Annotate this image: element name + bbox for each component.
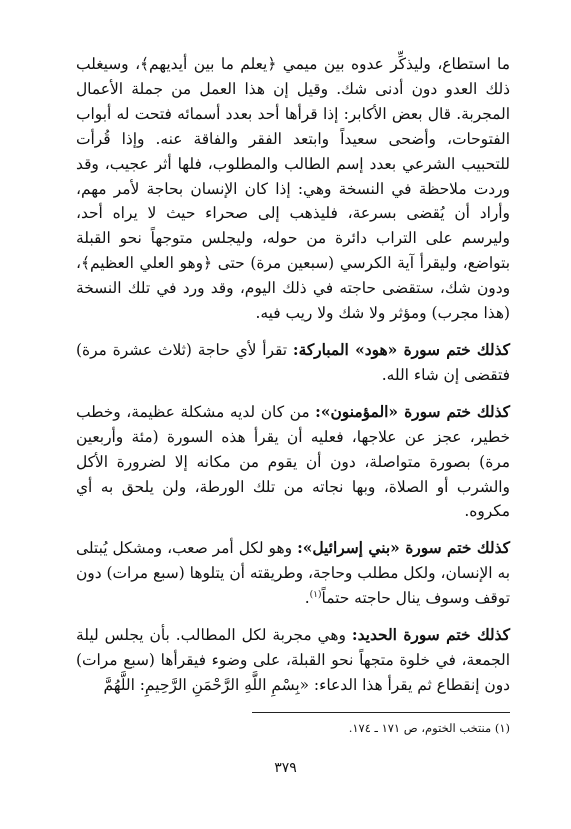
footnote [76, 720, 510, 736]
section-heading: كذلك ختم سورة «بني إسرائيل»: [297, 539, 510, 558]
paragraph-surat-bani-israil [76, 536, 510, 611]
paragraph-text: تقرأ لأي حاجة (ثلاث عشرة مرة) فتقضى إن شاء الله. [76, 340, 510, 384]
paragraph-text: ما استطاع، وليذكِّر عدوه بين ميمي ﴿يعلم ما بين أيديهم﴾، وسيغلب ذلك العدو دون أدنى شك. وقيل إن هذا العمل من جملة الأعمال المجربة. قال بعض الأكابر: إذا قرأها أحد بعدد أسمائه فتحت له أبواب الفتوحات، وأضحى سعيداً وابتعد الفقر والفاقة عنه. وإذا قُرأت للتحبيب الشرعي بعدد إسم الطالب والمطلوب، فلها أثر عجيب، وقد وردت ملاحظة في النسخة وهي: إذا كان الإنسان بحاجة لأمر مهم، وأراد أن يُقضى بسرعة، فليذهب إلى صحراء حيث لا يراه أحد، وليرسم على التراب دائرة من حوله، وليجلس متوجهاً نحو القبلة بتواضع، وليقرأ آية الكرسي (سبعين مرة) حتى ﴿وهو العلي العظيم﴾، ودون شك، ستقضى حاجته في ذلك اليوم، وقد ورد في تلك النسخة (هذا مجرب) ومؤثر ولا شك ولا ريب فيه. [76, 55, 510, 323]
footnote-divider [252, 712, 510, 713]
page-number: ٣٧٩ [274, 760, 297, 776]
paragraph-surat-muminun [76, 400, 510, 525]
footnote-text: (١) منتخب الختوم، ص ١٧١ ـ ١٧٤. [348, 721, 510, 735]
paragraph-text: وهي مجربة لكل المطالب. بأن يجلس ليلة الجمعة، في خلوة متجهاً نحو القبلة، على وضوء فيقرأها (سبع مرات) دون إنقطاع ثم يقرأ هذا الدعاء: «بِسْمِ اللَّهِ الرَّحْمَنِ الرَّحِيمِ: اللَّهُمَّ [76, 626, 510, 694]
section-heading: كذلك ختم سورة «المؤمنون»: [315, 402, 510, 421]
paragraph-text: من كان لديه مشكلة عظيمة، وخطب خطير، عجز عن علاجها، فعليه أن يقرأ هذه السورة (مئة وأربعين مرة) بصورة متواصلة، دون أن يقوم من مكانه إلا لضرورة الأكل والشرب أو الصلاة، وبها نجاته من تلك الورطة، ولن يلحق به أي مكروه. [76, 402, 510, 521]
footnote-reference[interactable]: (١) [309, 590, 322, 600]
section-heading: كذلك ختم سورة الحديد: [351, 626, 511, 645]
paragraph-end: . [304, 589, 310, 608]
paragraph-intro [76, 52, 510, 326]
section-heading: كذلك ختم سورة «هود» المباركة: [292, 340, 510, 359]
paragraph-text: وهو لكل أمر صعب، ومشكل يُبتلى به الإنسان، ولكل مطلب وحاجة، وطريقته أن يتلوها (سبع مرات) دون توقف وسوف ينال حاجته حتماً [76, 539, 510, 608]
paragraph-surat-hud [76, 338, 510, 388]
paragraph-surat-hadid [76, 623, 510, 698]
page-body [76, 52, 510, 710]
